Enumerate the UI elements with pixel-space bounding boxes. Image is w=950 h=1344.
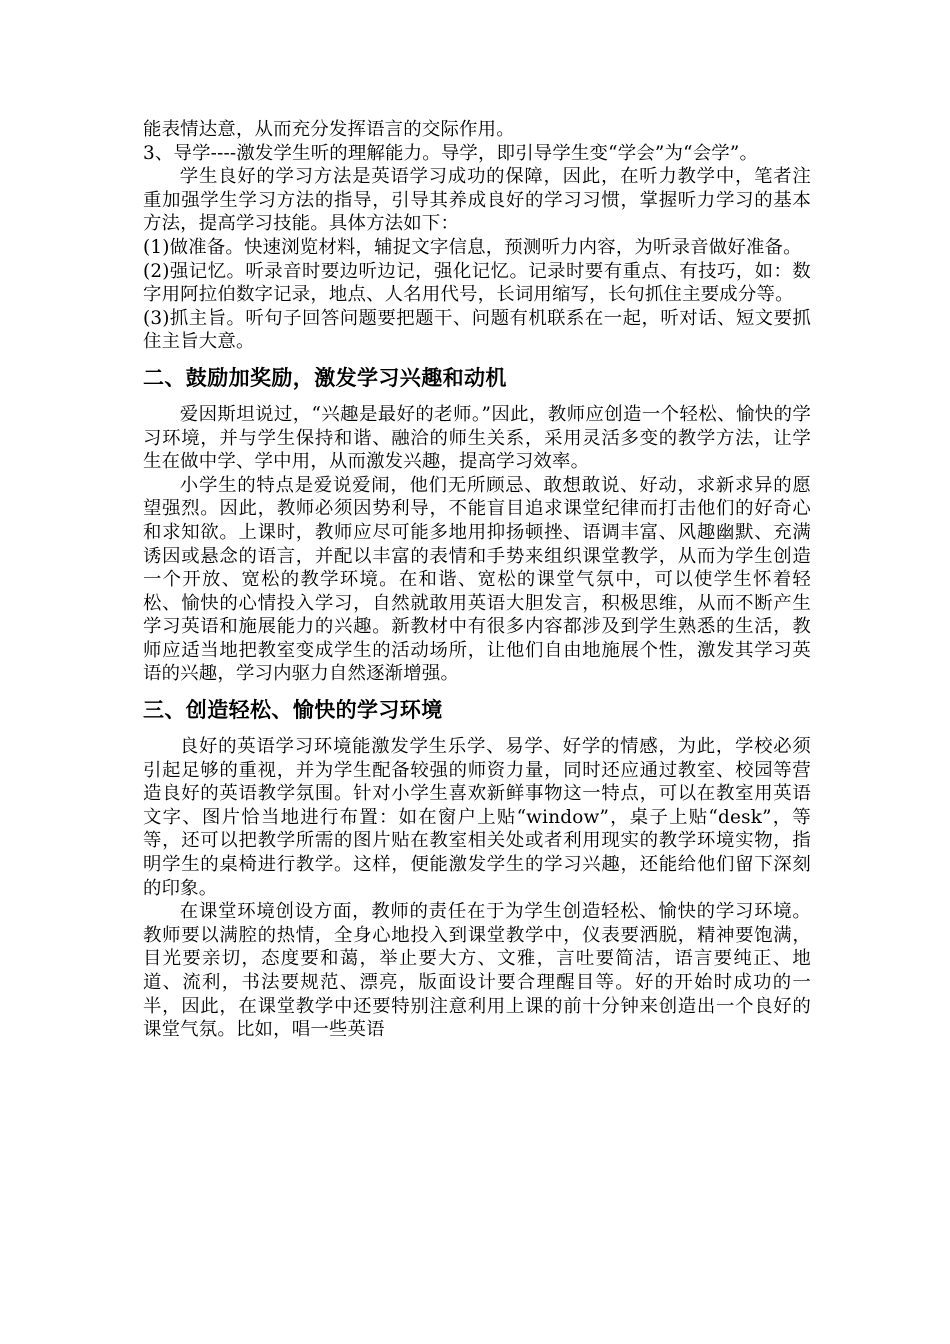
- section-heading-3: 三、创造轻松、愉快的学习环境: [143, 698, 443, 723]
- paragraph: 小学生的特点是爱说爱闹，他们无所顾忌、敢想敢说、好动，求新求异的愿望强烈。因此，教师必须因势利导，不能盲目追求课堂纪律而打击他们的好奇心和求知欲。上课时，教师应尽可能多地用抑扬顿挫、语调丰富、风趣幽默、充满诱因或悬念的语言，并配以丰富的表情和手势来组织课堂教学，从而为学生创造一个开放、宽松的教学环境。在和谐、宽松的课堂气氛中，可以使学生怀着轻松、愉快的心情投入学习，自然就敢用英语大胆发言，积极思维，从而不断产生学习英语和施展能力的兴趣。新教材中有很多内容都涉及到学生熟悉的生活，教师应适当地把教室变成学生的活动场所，让他们自由地施展个性，激发其学习英语的兴趣，学习内驱力自然逐渐增强。: [143, 474, 811, 685]
- paragraph: 学生良好的学习方法是英语学习成功的保障，因此，在听力教学中，笔者注重加强学生学习方法的指导，引导其养成良好的学习习惯，掌握听力学习的基本方法，提高学习技能。具体方法如下：: [143, 166, 811, 235]
- method-item-2: (2)强记忆。听录音时要边听边记，强化记忆。记录时要有重点、有技巧，如：数字用阿拉伯数字记录，地点、人名用代号，长词用缩写，长句抓住主要成分等。: [143, 260, 811, 306]
- paragraph: 在课堂环境创设方面，教师的责任在于为学生创造轻松、愉快的学习环境。教师要以满腔的热情，全身心地投入到课堂教学中，仪表要洒脱，精神要饱满，目光要亲切，态度要和蔼，举止要大方、文雅，言吐要简洁，语言要纯正、地道、流利，书法要规范、漂亮，版面设计要合理醒目等。好的开始时成功的一半，因此，在课堂教学中还要特别注意利用上课的前十分钟来创造出一个良好的课堂气氛。比如，唱一些英语: [143, 901, 811, 1041]
- list-heading-3: 3、导学----激发学生听的理解能力。导学，即引导学生变“学会”为“会学”。: [143, 142, 759, 164]
- method-item-3: (3)抓主旨。听句子回答问题要把题干、问题有机联系在一起，听对话、短文要抓住主旨大意。: [143, 307, 811, 353]
- paragraph: 良好的英语学习环境能激发学生乐学、易学、好学的情感，为此，学校必须引起足够的重视，并为学生配备较强的师资力量，同时还应通过教室、校园等营造良好的英语教学氛围。针对小学生喜欢新鲜事物这一特点，可以在教室用英语文字、图片恰当地进行布置：如在窗户上贴“window”，桌子上贴“desk”，等等，还可以把教学所需的图片贴在教室相关处或者利用现实的教学环境实物，指明学生的桌椅进行教学。这样，便能激发学生的学习兴趣，还能给他们留下深刻的印象。: [143, 736, 811, 899]
- paragraph: 爱因斯坦说过，“兴趣是最好的老师。”因此，教师应创造一个轻松、愉快的学习环境，并与学生保持和谐、融洽的师生关系，采用灵活多变的教学方法，让学生在做中学、学中用，从而激发兴趣，提高学习效率。: [143, 403, 811, 473]
- document-page: [143, 118, 811, 1042]
- paragraph: 能表情达意，从而充分发挥语言的交际作用。: [143, 119, 515, 140]
- method-item-1: (1)做准备。快速浏览材料，辅捉文字信息，预测听力内容，为听录音做好准备。: [143, 236, 802, 258]
- section-heading-2: 二、鼓励加奖励，激发学习兴趣和动机: [143, 365, 507, 390]
